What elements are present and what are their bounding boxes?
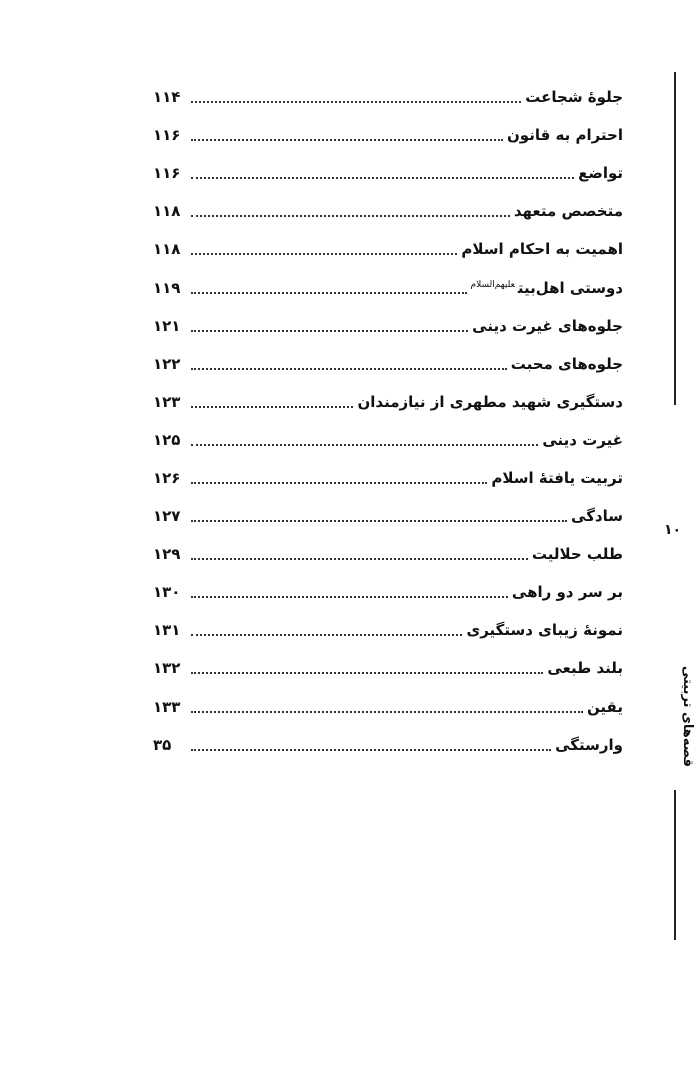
toc-entry-title-text: دوستی اهل‌بیت [517, 278, 623, 297]
toc-entry-title: تربیت یافتۀ اسلام [491, 468, 623, 487]
toc-entry-page: ۱۱۸ [153, 240, 181, 259]
dot-leader [191, 253, 457, 255]
toc-entry[interactable] [153, 116, 623, 154]
toc-entry-page: ۱۲۱ [153, 316, 181, 335]
toc-entry-title: یقین [586, 697, 623, 716]
toc-entry-page: ۱۲۷ [153, 507, 181, 526]
toc-entry[interactable] [153, 459, 623, 497]
toc-entry[interactable] [153, 307, 623, 345]
table-of-contents [153, 78, 623, 764]
dot-leader [191, 368, 507, 370]
toc-entry-page: ۱۲۵ [153, 430, 181, 449]
toc-entry-title: جلوه‌های محبت [510, 354, 623, 373]
dot-leader [191, 139, 503, 141]
toc-entry[interactable] [153, 230, 623, 268]
toc-entry-page: ۱۱۸ [153, 202, 181, 221]
dot-leader [191, 406, 353, 408]
toc-entry-page: ۱۳۳ [153, 697, 181, 716]
toc-entry[interactable] [153, 421, 623, 459]
toc-entry-page: ۱۳۱ [153, 621, 181, 640]
dot-leader [191, 634, 462, 636]
toc-entry-page: ۱۳۲ [153, 659, 181, 678]
running-title: قصه‌های تربیتی [680, 665, 695, 767]
toc-entry-title: وارستگی [555, 735, 623, 754]
toc-entry-title: دستگیری شهید مطهری از نیازمندان [357, 392, 623, 411]
toc-entry-title [471, 279, 624, 297]
dot-leader [191, 520, 567, 522]
salutation-mark: علیهم‌السلام [470, 279, 515, 290]
toc-entry[interactable] [153, 497, 623, 535]
toc-entry-title: تواضع [578, 164, 623, 183]
dot-leader [191, 711, 583, 713]
toc-entry-page: ۳۵ [153, 735, 172, 754]
toc-entry[interactable] [153, 268, 623, 306]
toc-entry[interactable] [153, 611, 623, 649]
dot-leader [191, 101, 521, 103]
toc-entry[interactable] [153, 345, 623, 383]
toc-entry-title: طلب حلالیت [531, 545, 623, 564]
toc-entry[interactable] [153, 383, 623, 421]
toc-entry-page: ۱۱۹ [153, 278, 181, 297]
margin-rule-top [674, 72, 676, 405]
toc-entry-title: بر سر دو راهی [511, 583, 623, 602]
toc-entry[interactable] [153, 649, 623, 687]
dot-leader [191, 215, 510, 217]
toc-entry-page: ۱۲۲ [153, 354, 181, 373]
dot-leader [191, 482, 487, 484]
toc-entry-title: سادگی [571, 507, 623, 526]
toc-entry-page: ۱۲۶ [153, 468, 181, 487]
dot-leader [191, 558, 528, 560]
toc-entry[interactable] [153, 573, 623, 611]
toc-entry-title: اهمیت به احکام اسلام [461, 240, 623, 259]
dot-leader [191, 672, 543, 674]
margin-rule-bottom [674, 790, 676, 940]
toc-entry-page: ۱۱۶ [153, 164, 181, 183]
dot-leader [191, 330, 468, 332]
toc-entry-title: متخصص متعهد [513, 202, 623, 221]
dot-leader [191, 177, 574, 179]
dot-leader [191, 596, 508, 598]
dot-leader [191, 444, 538, 446]
dot-leader [191, 292, 467, 294]
toc-entry-title: بلند طبعی [547, 659, 623, 678]
toc-entry-page: ۱۱۴ [153, 88, 181, 107]
dot-leader [191, 749, 551, 751]
toc-entry[interactable] [153, 726, 623, 764]
page-number: ۱۰ [664, 522, 682, 538]
toc-entry-title: جلوه‌های غیرت دینی [472, 316, 623, 335]
toc-entry-title: احترام به قانون [506, 126, 623, 145]
toc-entry[interactable] [153, 688, 623, 726]
toc-entry-title: غیرت دینی [542, 430, 623, 449]
toc-entry-title: نمونۀ زیبای دستگیری [466, 621, 623, 640]
toc-entry[interactable] [153, 535, 623, 573]
toc-entry-page: ۱۲۹ [153, 545, 181, 564]
toc-entry[interactable] [153, 78, 623, 116]
toc-entry[interactable] [153, 154, 623, 192]
toc-entry-page: ۱۱۶ [153, 126, 181, 145]
toc-entry-page: ۱۳۰ [153, 583, 181, 602]
toc-entry[interactable] [153, 192, 623, 230]
toc-entry-page: ۱۲۳ [153, 392, 181, 411]
toc-entry-title: جلوۀ شجاعت [525, 88, 623, 107]
